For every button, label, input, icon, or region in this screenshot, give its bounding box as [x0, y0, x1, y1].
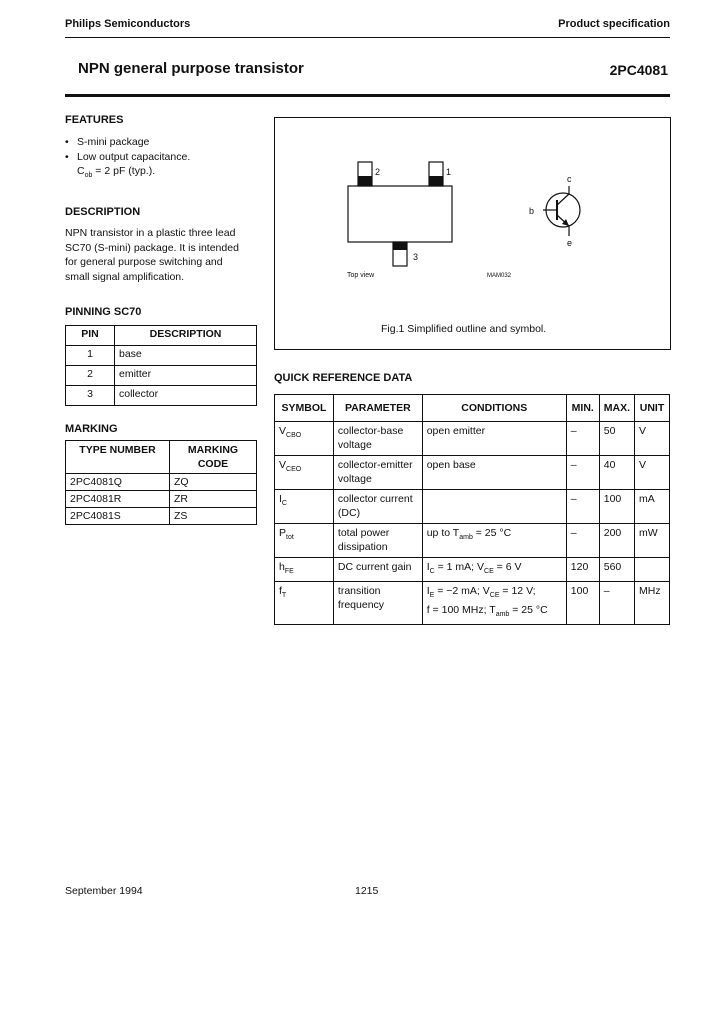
base-label: b [529, 206, 535, 216]
table-row: 2 emitter [66, 366, 257, 386]
features-list [65, 135, 265, 184]
pin3-label: 3 [413, 252, 419, 262]
figure-caption: Fig.1 Simplified outline and symbol. [381, 323, 547, 335]
company-name: Philips Semiconductors [65, 18, 191, 30]
table-row: 2PC4081R ZR [66, 491, 257, 508]
package-body [348, 186, 452, 242]
lead-1-fill [429, 176, 443, 186]
top-view-label: Top view [347, 272, 375, 279]
collector-label: c [567, 174, 572, 184]
unit-header: UNIT [634, 395, 669, 422]
table-row: $V_{CEO}$ collector-emitter voltage open base – 40 V [275, 456, 670, 490]
table-row: 1 base [66, 346, 257, 366]
part-number: 2PC4081 [609, 62, 668, 78]
table-row: 3 collector [66, 386, 257, 406]
pin-header: PIN [66, 326, 115, 346]
parameter-header: PARAMETER [333, 395, 422, 422]
description-heading: DESCRIPTION [65, 206, 141, 218]
emitter-label: e [567, 238, 573, 248]
table-row: $V_{CBO}$ collector-base voltage open emitter – 50 V [275, 422, 670, 456]
page-number: 1215 [355, 885, 379, 897]
features-heading: FEATURES [65, 114, 124, 126]
quick-ref-table [274, 394, 670, 625]
collector-line [557, 194, 569, 205]
lead-2-fill [358, 176, 372, 186]
package-outline-drawing [275, 118, 670, 349]
figure-code: MAM032 [487, 273, 512, 279]
page-title: NPN general purpose transistor [78, 60, 304, 77]
description-text: NPN transistor in a plastic three lead SC70 (S-mini) package. It is intended for general purpose switching and small signal amplification. [65, 227, 239, 283]
symbol-header: SYMBOL [275, 395, 334, 422]
table-row: $f_T$ transition frequency $I_E = -2$ mA; $V_{CE} = 12$ V; f = 100 MHz; $T_{amb} = 25$ °C 100 – MHz [275, 582, 670, 625]
pinning-table [65, 325, 257, 406]
max-header: MAX. [599, 395, 634, 422]
title-rule [65, 94, 670, 97]
pin-desc-header: DESCRIPTION [115, 326, 257, 346]
conditions-header: CONDITIONS [422, 395, 566, 422]
table-row: $h_{FE}$ DC current gain $I_C = 1$ mA; $V_{CE} = 6$ V 120 560 [275, 558, 670, 582]
marking-heading: MARKING [65, 423, 118, 435]
header-rule [65, 37, 670, 38]
pin2-label: 2 [375, 167, 381, 177]
marking-table [65, 440, 257, 525]
table-row: 2PC4081Q ZQ [66, 474, 257, 491]
marking-code-header: MARKING CODE [170, 441, 257, 474]
pin1-label: 1 [446, 167, 452, 177]
pinning-heading: PINNING SC70 [65, 306, 142, 318]
table-row: 2PC4081S ZS [66, 508, 257, 525]
min-header: MIN. [566, 395, 599, 422]
doc-type: Product specification [558, 18, 670, 30]
lead-3-fill [393, 242, 407, 250]
type-number-header: TYPE NUMBER [66, 441, 170, 474]
quick-ref-heading: QUICK REFERENCE DATA [274, 372, 413, 384]
footer-date: September 1994 [65, 885, 143, 897]
table-row: $P_{tot}$ total power dissipation up to $T_{amb} = 25$ °C – 200 mW [275, 524, 670, 558]
table-row: $I_C$ collector current (DC) – 100 mA [275, 490, 670, 524]
figure-box [274, 117, 671, 350]
feature-item: • S-mini package [65, 135, 265, 150]
feature-item: • Low output capacitance. $C_{ob} = 2$ pF (typ.). [65, 150, 265, 184]
